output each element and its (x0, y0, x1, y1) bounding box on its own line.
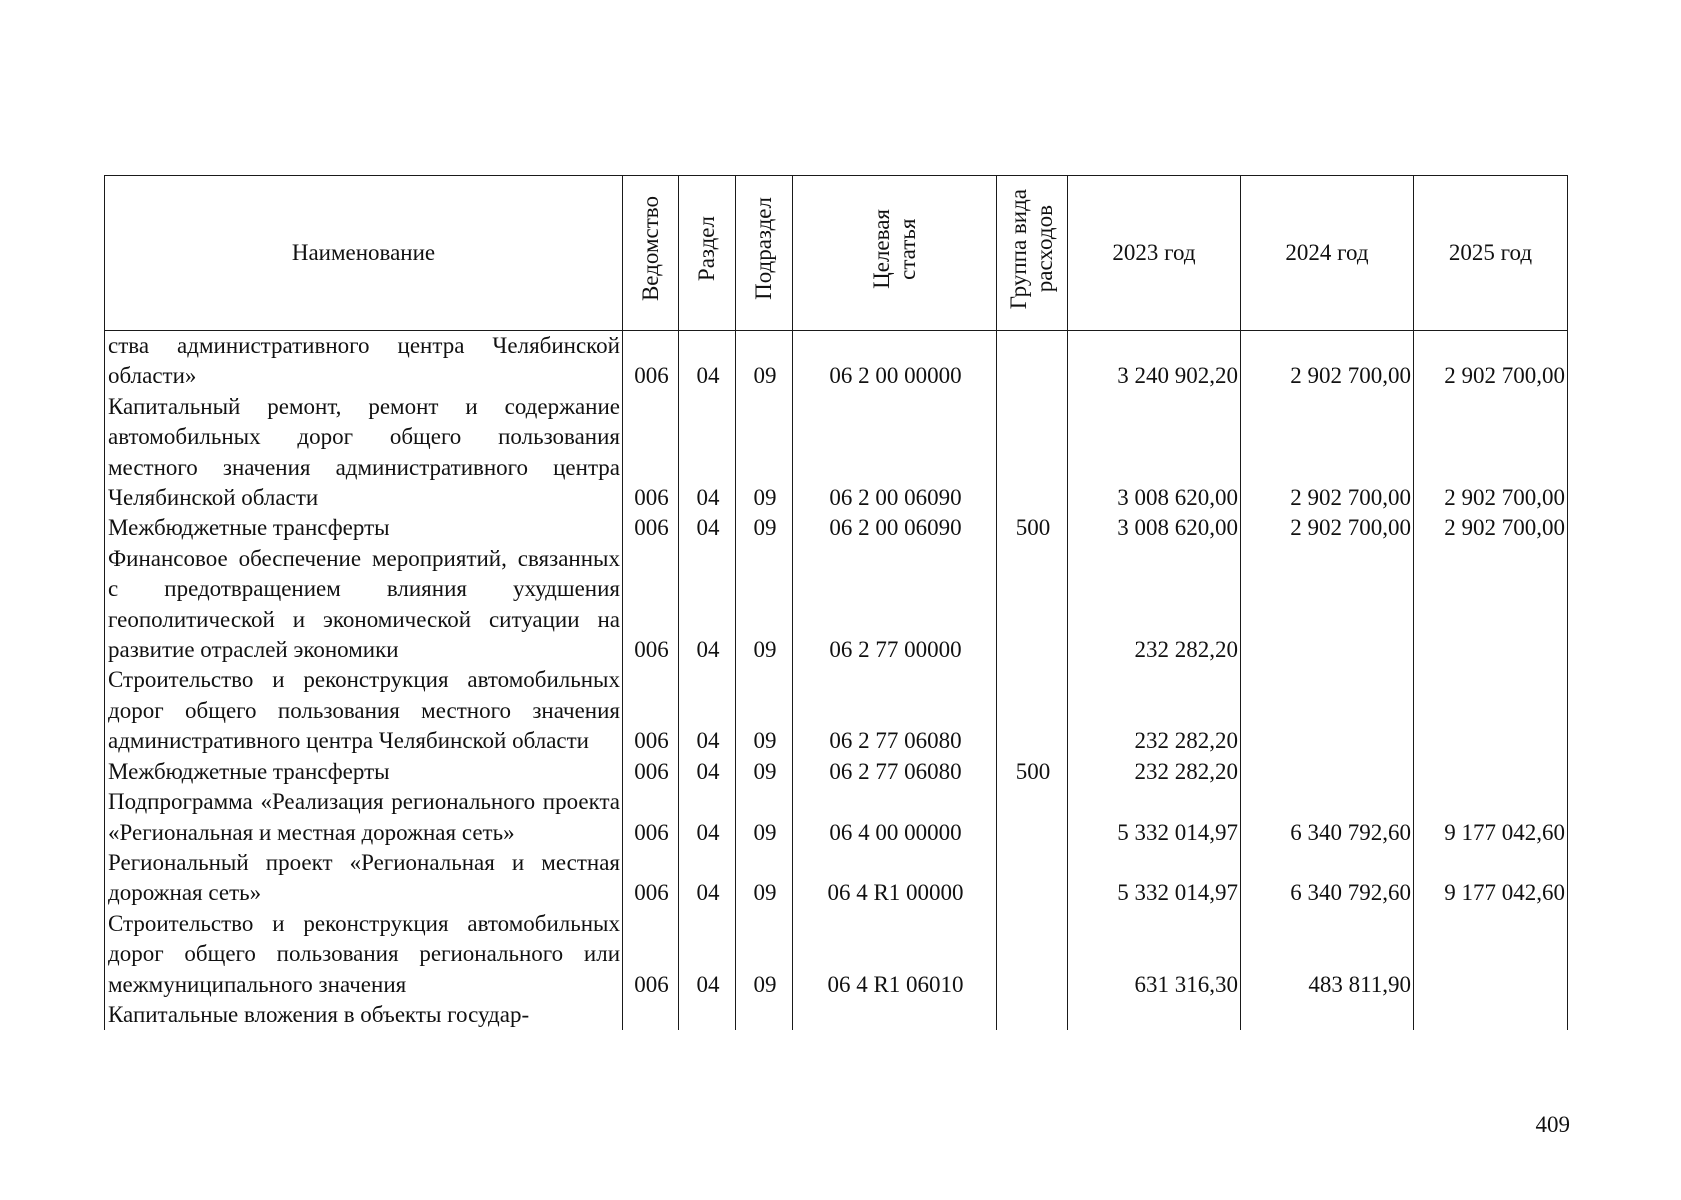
row-amount-2023: 232 282,20 (1068, 757, 1241, 787)
table-row (105, 513, 1568, 543)
header-subsection (736, 176, 793, 331)
row-target-article: 06 2 00 06090 (793, 513, 997, 543)
row-amount-2024: 2 902 700,00 (1241, 513, 1414, 543)
header-year-2025 (1414, 176, 1568, 331)
row-name: Капитальный ремонт, ремонт и содержание автомобильных дорог общего пользования местного значения административного центра Челябинской области (105, 392, 623, 514)
row-target-article: 06 2 77 00000 (793, 544, 997, 666)
row-target-article: 06 4 00 00000 (793, 787, 997, 848)
row-amount-2025: 9 177 042,60 (1414, 787, 1568, 848)
row-expense-group (997, 909, 1068, 1000)
row-section: 04 (679, 909, 736, 1000)
row-amount-2025 (1414, 544, 1568, 666)
header-name-label: Наименование (291, 239, 436, 265)
row-target-article: 06 2 77 06080 (793, 665, 997, 756)
row-amount-2023: 5 332 014,97 (1068, 787, 1241, 848)
table-row (105, 787, 1568, 848)
row-amount-2024: 6 340 792,60 (1241, 787, 1414, 848)
header-target-article-line2: статья (894, 218, 920, 280)
row-department: 006 (623, 513, 679, 543)
row-amount-2024: 2 902 700,00 (1241, 331, 1414, 392)
row-target-article: 06 4 R1 00000 (793, 848, 997, 909)
row-amount-2024 (1241, 1000, 1414, 1030)
row-expense-group (997, 1000, 1068, 1030)
row-section: 04 (679, 665, 736, 756)
row-department: 006 (623, 787, 679, 848)
table-row (105, 544, 1568, 666)
row-amount-2025: 2 902 700,00 (1414, 513, 1568, 543)
row-amount-2024 (1241, 757, 1414, 787)
row-department: 006 (623, 544, 679, 666)
row-name: Подпрограмма «Реализация регионального проекта «Региональная и местная дорожная сеть» (105, 787, 623, 848)
row-subsection: 09 (736, 665, 793, 756)
row-amount-2023: 5 332 014,97 (1068, 848, 1241, 909)
table-row (105, 331, 1568, 392)
row-section (679, 1000, 736, 1030)
row-subsection: 09 (736, 848, 793, 909)
row-amount-2023: 232 282,20 (1068, 665, 1241, 756)
row-subsection: 09 (736, 787, 793, 848)
header-target-article (793, 176, 997, 331)
row-name: Региональный проект «Региональная и местная дорожная сеть» (105, 848, 623, 909)
row-section: 04 (679, 787, 736, 848)
table-row (105, 757, 1568, 787)
row-expense-group (997, 544, 1068, 666)
row-name: ства административного центра Челябинской области» (105, 331, 623, 392)
row-amount-2025 (1414, 757, 1568, 787)
row-section: 04 (679, 513, 736, 543)
row-subsection: 09 (736, 544, 793, 666)
row-section: 04 (679, 331, 736, 392)
row-name: Финансовое обеспечение мероприятий, связанных с предотвращением влияния ухудшения геополитической и экономической ситуации на развитие отраслей экономики (105, 544, 623, 666)
row-target-article (793, 1000, 997, 1030)
row-target-article: 06 4 R1 06010 (793, 909, 997, 1000)
row-amount-2025 (1414, 665, 1568, 756)
row-amount-2024 (1241, 665, 1414, 756)
header-target-article-line1: Целевая (868, 208, 894, 289)
header-year-2025-label: 2025 год (1448, 239, 1533, 265)
row-section: 04 (679, 392, 736, 514)
row-amount-2023: 3 008 620,00 (1068, 392, 1241, 514)
row-department: 006 (623, 848, 679, 909)
row-department: 006 (623, 909, 679, 1000)
row-department (623, 1000, 679, 1030)
row-name: Строительство и реконструкция автомобильных дорог общего пользования местного значения административного центра Челябинской области (105, 665, 623, 756)
row-name: Капитальные вложения в объекты государ- (105, 1000, 623, 1030)
row-subsection: 09 (736, 331, 793, 392)
table-row (105, 665, 1568, 756)
row-name: Межбюджетные трансферты (105, 513, 623, 543)
row-amount-2025 (1414, 1000, 1568, 1030)
row-department: 006 (623, 757, 679, 787)
row-amount-2025: 2 902 700,00 (1414, 392, 1568, 514)
row-section: 04 (679, 757, 736, 787)
row-amount-2024: 6 340 792,60 (1241, 848, 1414, 909)
row-amount-2025 (1414, 909, 1568, 1000)
header-target-article-label (869, 209, 921, 289)
header-department (623, 176, 679, 331)
header-expense-group-label (1006, 189, 1058, 309)
header-department-label: Ведомство (637, 196, 663, 302)
budget-table (104, 175, 1568, 1030)
row-expense-group (997, 848, 1068, 909)
row-expense-group (997, 787, 1068, 848)
row-amount-2024 (1241, 544, 1414, 666)
row-expense-group: 500 (997, 513, 1068, 543)
header-expense-group-line1: Группа вида (1006, 188, 1031, 309)
table-row (105, 909, 1568, 1000)
table-row (105, 392, 1568, 514)
row-expense-group: 500 (997, 757, 1068, 787)
header-subsection-label: Подраздел (751, 197, 776, 301)
row-amount-2025: 9 177 042,60 (1414, 848, 1568, 909)
header-year-2024-label: 2024 год (1285, 239, 1369, 265)
header-year-2023 (1068, 176, 1241, 331)
row-expense-group (997, 392, 1068, 514)
row-amount-2023: 232 282,20 (1068, 544, 1241, 666)
row-amount-2024: 2 902 700,00 (1241, 392, 1414, 514)
row-expense-group (997, 665, 1068, 756)
row-target-article: 06 2 00 06090 (793, 392, 997, 514)
row-target-article: 06 2 00 00000 (793, 331, 997, 392)
row-subsection (736, 1000, 793, 1030)
header-expense-group (997, 176, 1068, 331)
row-amount-2023: 631 316,30 (1068, 909, 1241, 1000)
row-subsection: 09 (736, 392, 793, 514)
row-amount-2025: 2 902 700,00 (1414, 331, 1568, 392)
header-expense-group-line2: расходов (1032, 205, 1057, 293)
header-section (679, 176, 736, 331)
row-amount-2023 (1068, 1000, 1241, 1030)
row-subsection: 09 (736, 757, 793, 787)
row-name: Межбюджетные трансферты (105, 757, 623, 787)
table-header-row (105, 176, 1568, 331)
row-name: Строительство и реконструкция автомобильных дорог общего пользования регионального или межмуниципального значения (105, 909, 623, 1000)
row-section: 04 (679, 544, 736, 666)
row-amount-2023: 3 240 902,20 (1068, 331, 1241, 392)
header-name (105, 176, 623, 331)
header-year-2023-label: 2023 год (1112, 239, 1196, 265)
row-section: 04 (679, 848, 736, 909)
row-subsection: 09 (736, 513, 793, 543)
table-row (105, 848, 1568, 909)
row-department: 006 (623, 392, 679, 514)
page-number: 409 (1535, 1112, 1570, 1137)
header-section-label: Раздел (694, 216, 719, 282)
row-expense-group (997, 331, 1068, 392)
row-target-article: 06 2 77 06080 (793, 757, 997, 787)
header-year-2024 (1241, 176, 1414, 331)
row-department: 006 (623, 665, 679, 756)
row-amount-2023: 3 008 620,00 (1068, 513, 1241, 543)
row-amount-2024: 483 811,90 (1241, 909, 1414, 1000)
row-subsection: 09 (736, 909, 793, 1000)
table-row (105, 1000, 1568, 1030)
row-department: 006 (623, 331, 679, 392)
